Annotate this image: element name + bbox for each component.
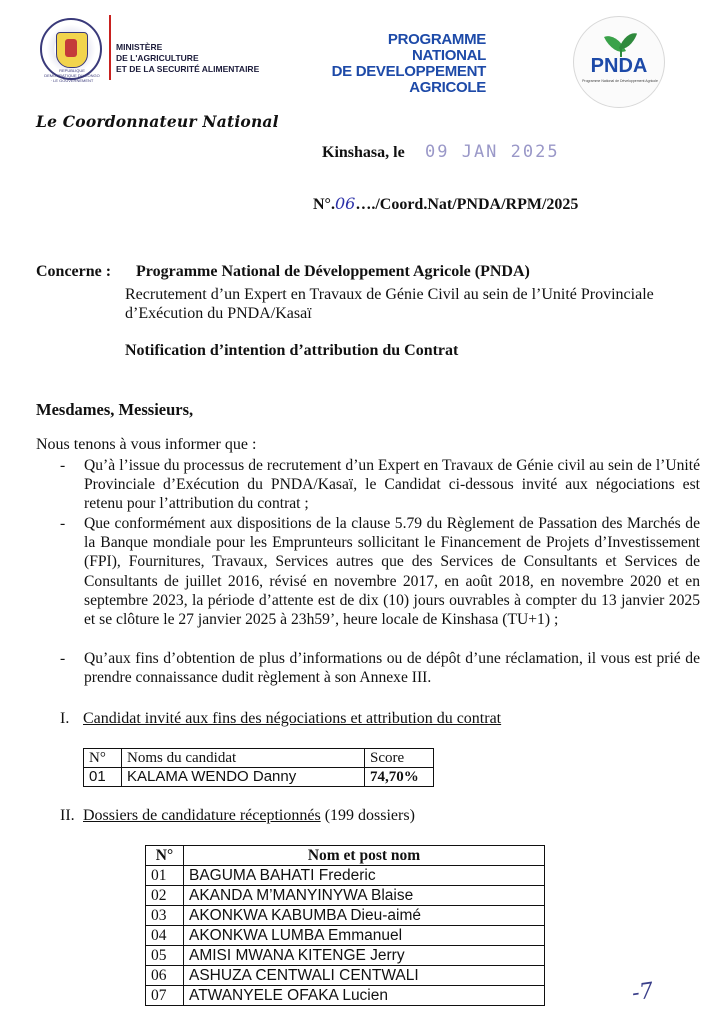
- table-row: 06 ASHUZA CENTWALI CENTWALI: [146, 966, 545, 986]
- concerne-label: Concerne :: [36, 263, 112, 280]
- intro-text: Nous tenons à vous informer que :: [36, 436, 257, 453]
- selected-candidate-table: [83, 748, 434, 787]
- dossier-count: (199 dossiers): [324, 807, 415, 824]
- list-item: - Qu’à l’issue du processus de recrutement d’un Expert en Travaux de Génie civil au sein de l’Unité Provinciale d’Exécution du PNDA/Kasaï, le Candidat ci-dessous invité aux négociations est retenu pour l’attribution du contrat ;: [60, 457, 700, 513]
- concerne-title: Programme National de Développement Agricole (PNDA): [136, 263, 530, 280]
- table-row: 02 AKANDA M’MANYINYWA Blaise: [146, 886, 545, 906]
- notification-title: Notification d’intention d’attribution du Contrat: [125, 342, 459, 359]
- bullet-list: [60, 456, 700, 687]
- section-number: I.: [60, 710, 70, 727]
- table-row: 01 KALAMA WENDO Danny 74,70%: [84, 768, 434, 787]
- logo-subtitle: Programme National de Développement Agricole: [582, 79, 658, 83]
- section-number: II.: [60, 807, 75, 824]
- coordinator-heading: Le Coordonnateur National: [36, 112, 279, 131]
- shield-icon: [56, 32, 88, 68]
- ministry-name: MINISTÈRE DE L'AGRICULTURE ET DE LA SECURITÉ ALIMENTAIRE: [116, 42, 260, 74]
- reference-number: N°.06…./Coord.Nat/PNDA/RPM/2025: [313, 194, 579, 213]
- concerne-subject: Recrutement d’un Expert en Travaux de Génie Civil au sein de l’Unité Provinciale d’Exécution du PNDA/Kasaï: [125, 286, 654, 322]
- program-title: PROGRAMME NATIONAL DE DEVELOPPEMENT AGRICOLE: [331, 31, 486, 96]
- logo-word: PNDA: [590, 55, 648, 77]
- table-row: 01 BAGUMA BAHATI Frederic: [146, 866, 545, 886]
- applications-table: [145, 845, 545, 1006]
- place-label: Kinshasa, le: [322, 144, 405, 161]
- score-value: 74,70%: [365, 768, 434, 787]
- salutation: Mesdames, Messieurs,: [36, 400, 194, 419]
- table-row: 07 ATWANYELE OFAKA Lucien: [146, 986, 545, 1006]
- coat-of-arms-seal: [40, 18, 102, 83]
- table-row: 04 AKONKWA LUMBA Emmanuel: [146, 926, 545, 946]
- section-title: Candidat invité aux fins des négociations et attribution du contrat: [83, 710, 502, 727]
- table-row: 05 AMISI MWANA KITENGE Jerry: [146, 946, 545, 966]
- pnda-logo: [573, 16, 665, 108]
- table-header-row: N° Noms du candidat Score: [84, 749, 434, 768]
- handwritten-initials: -7: [630, 978, 656, 1007]
- header-divider: [109, 15, 111, 80]
- seal-text: REPUBLIQUE DEMOCRATIQUE DU CONGO · LE GOUVERNEMENT: [44, 68, 100, 83]
- list-item: - Que conformément aux dispositions de la clause 5.79 du Règlement de Passation des Marchés de la Banque mondiale pour les Emprunteurs sollicitant le Financement de Projets d’Investissement (FPI), Fournitures, Travaux, Services autres que des Services de Consultants et Services de Consultants de juillet 2016, révisé en novembre 2017, en août 2018, en novembre 2020 et en septembre 2023, la période d’attente est de dix (10) jours ouvrables à compter du 13 janvier 2025 et se clôture le 27 janvier 2025 à 23h59’, heure locale de Kinshasa (TU+1) ;: [60, 515, 700, 629]
- handwritten-number: 06: [334, 194, 356, 213]
- table-row: 03 AKONKWA KABUMBA Dieu-aimé: [146, 906, 545, 926]
- table-header-row: N° Nom et post nom: [146, 846, 545, 866]
- date-stamp: 09 JAN 2025: [425, 142, 560, 162]
- list-item: - Qu’aux fins d’obtention de plus d’informations ou de dépôt d’une réclamation, il vous est prié de prendre connaissance dudit règlement à son Annexe III.: [60, 650, 700, 687]
- section-title: Dossiers de candidature réceptionnés (199 dossiers): [83, 807, 415, 824]
